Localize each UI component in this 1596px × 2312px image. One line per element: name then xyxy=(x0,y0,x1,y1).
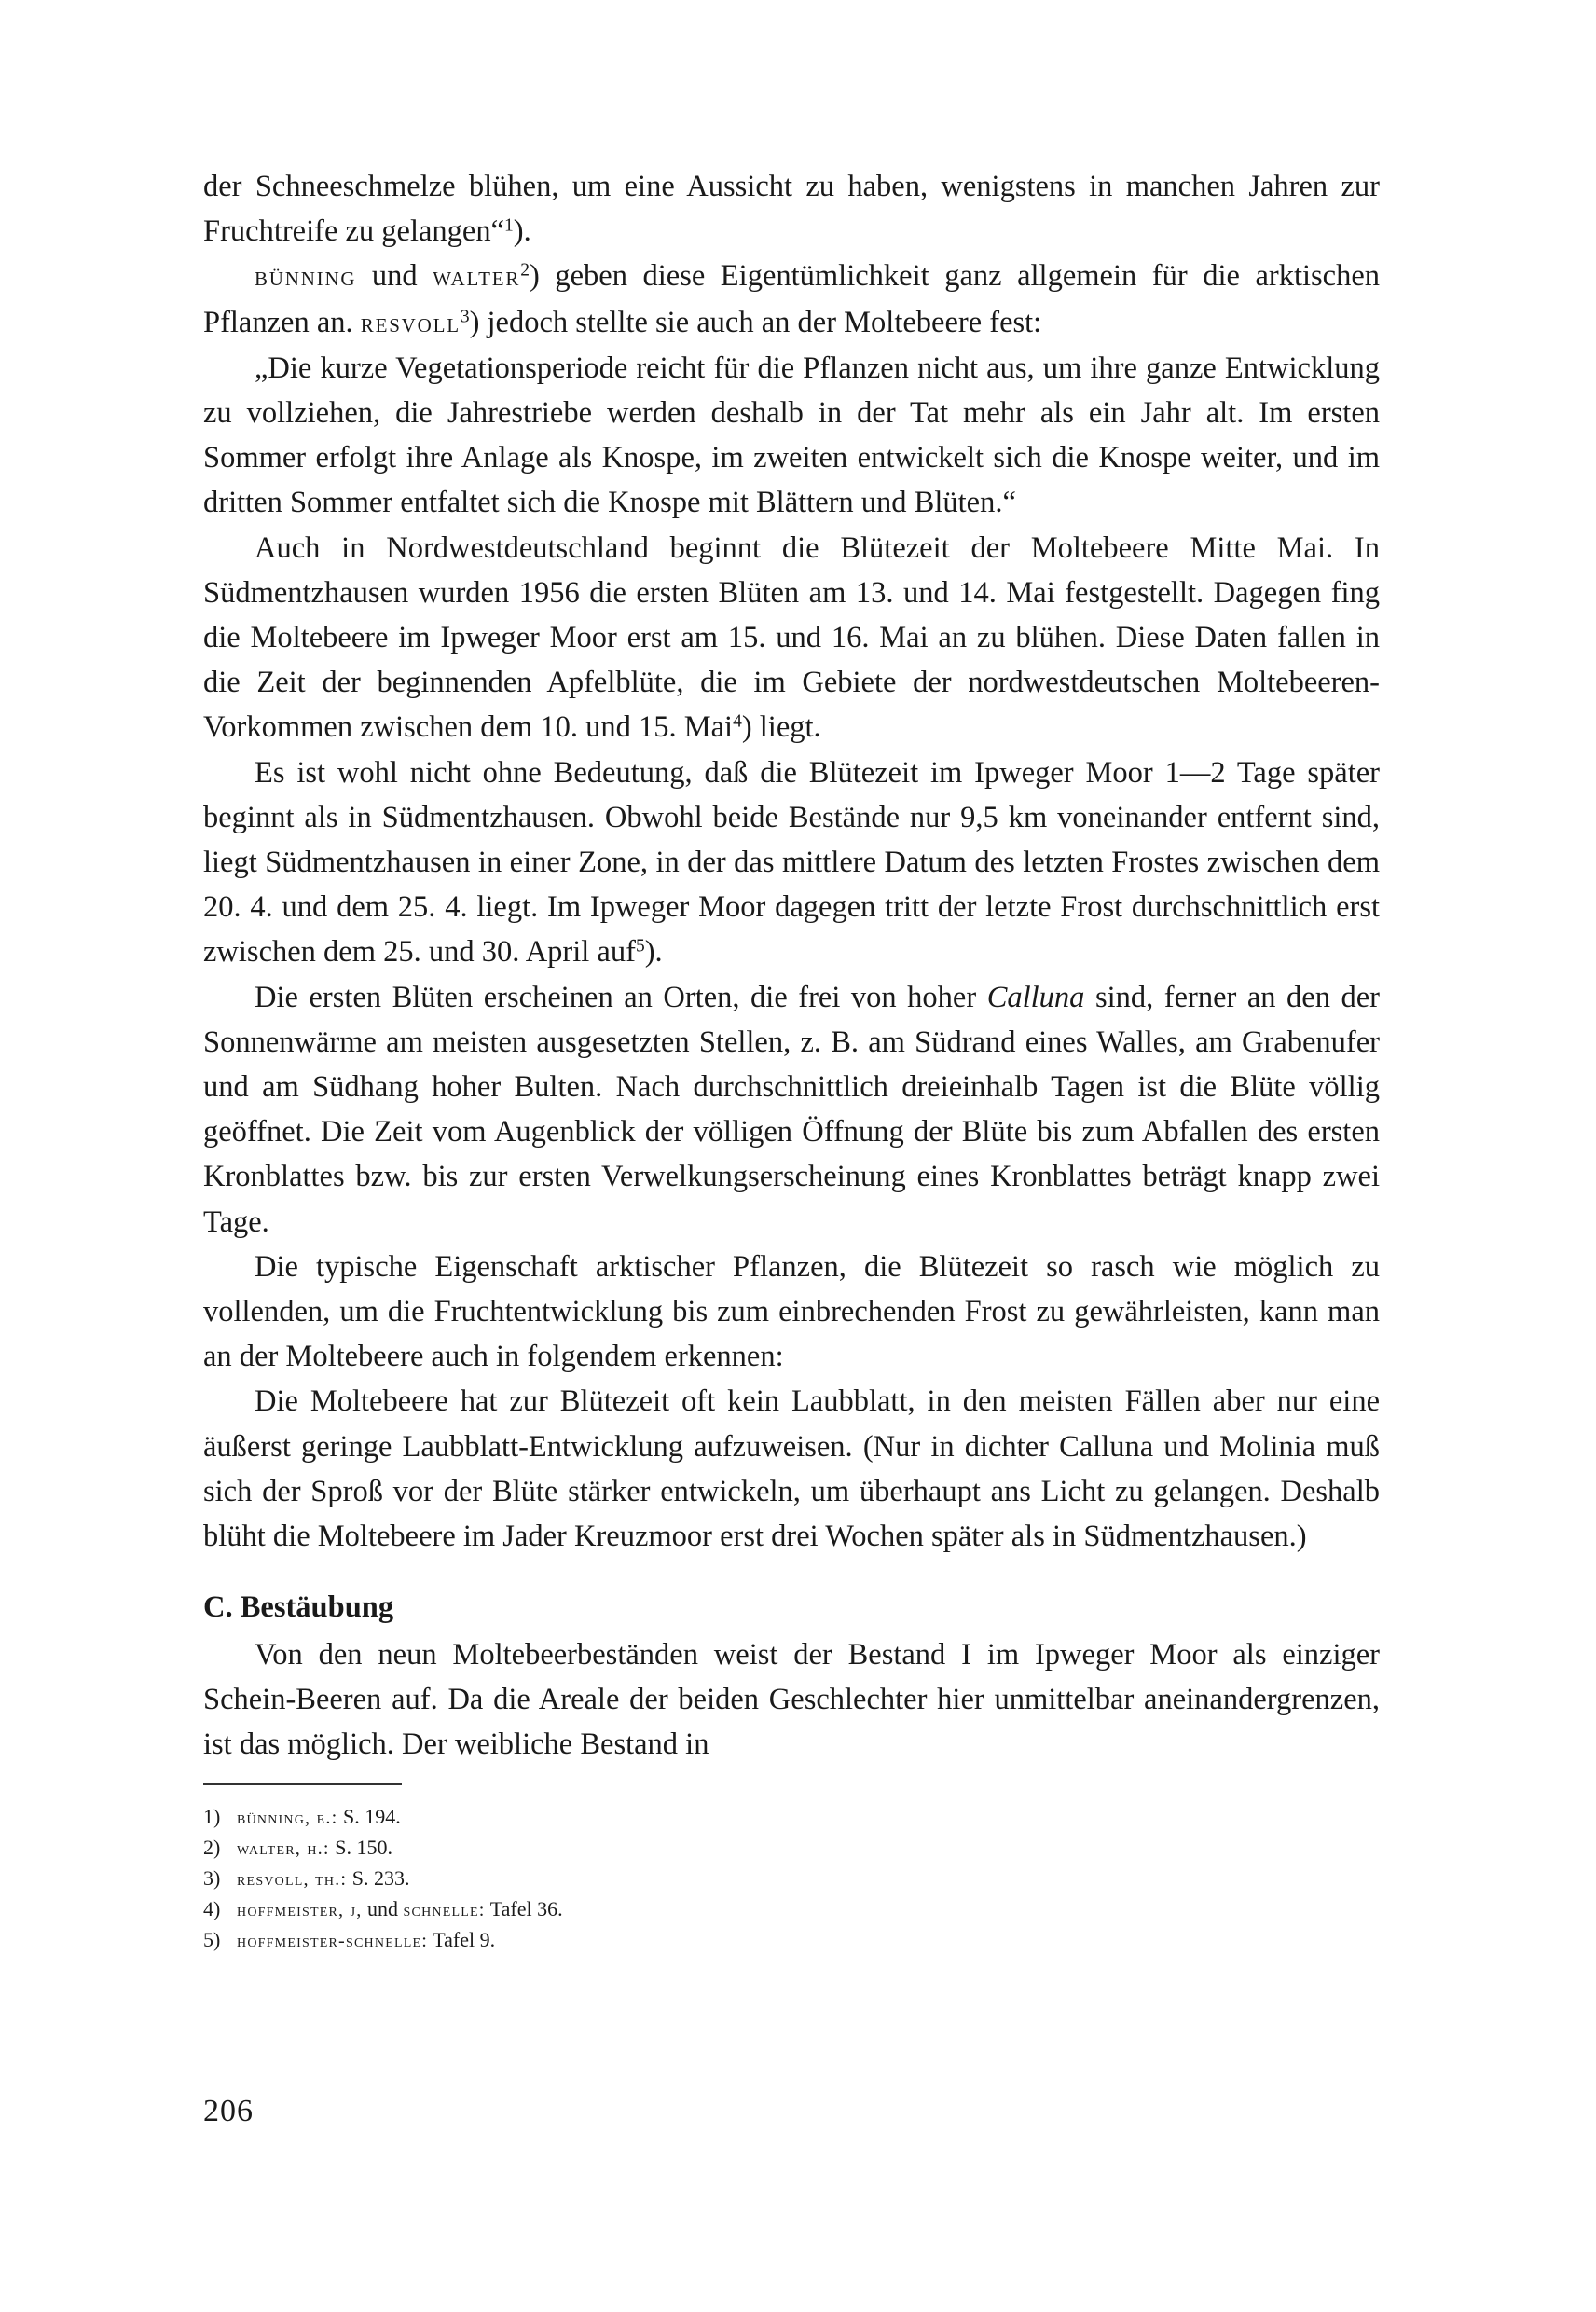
footnote-content xyxy=(237,1864,410,1894)
author-buenning: bünning xyxy=(255,261,357,293)
footnote-divider xyxy=(203,1783,402,1785)
paragraph-5 xyxy=(203,750,1380,975)
footnote-content xyxy=(237,1833,392,1864)
footnote-conjunction: und xyxy=(362,1897,404,1921)
footnote-5 xyxy=(203,1925,1380,1956)
footnote-ref-2: 2 xyxy=(520,260,530,281)
paragraph-6-text-2: sind, ferner an den der Sonnenwärme am meisten ausgesetzten Stellen, z. B. am Südrand eines Walles, am Grabenufer und am Südhang hoher Bulten. Nach durchschnittlich dreieinhalb Tagen ist die Blüte völlig geöffnet. Die Zeit vom Augenblick der völligen Öffnung der Blüte bis zum Abfallen des ersten Kronblattes bzw. bis zur ersten Verwelkungserscheinung eines Kronblattes beträgt knapp zwei Tage. xyxy=(203,980,1380,1239)
paragraph-1-text: der Schneeschmelze blühen, um eine Aussicht zu haben, wenigstens in manchen Jahren zur Fruchtreife zu gelangen“ xyxy=(203,170,1380,249)
paragraph-4 xyxy=(203,526,1380,750)
paragraph-2-text-1: und xyxy=(356,259,433,294)
paragraph-9: Von den neun Moltebeerbeständen weist der Bestand I im Ipweger Moor als einziger Schein-Beeren auf. Da die Areale der beiden Geschlechter hier unmittelbar aneinandergrenzen, ist das möglich. Der weibliche Bestand in xyxy=(203,1637,1380,1761)
footnote-2 xyxy=(203,1833,1380,1864)
page-number: 206 xyxy=(203,2094,254,2128)
footnote-3 xyxy=(203,1864,1380,1894)
footnote-author: walter, h.: xyxy=(237,1838,330,1860)
paragraph-2-text-3: ) jedoch stellte sie auch an der Moltebeere fest: xyxy=(469,305,1042,339)
footnote-author: resvoll, th.: xyxy=(237,1869,348,1891)
footnote-ref: S. 194. xyxy=(337,1805,401,1829)
page-body xyxy=(203,164,1380,1956)
footnote-ref-5: 5 xyxy=(635,936,645,956)
footnote-author: hoffmeister, j, xyxy=(237,1900,363,1921)
footnote-ref: Tafel 36. xyxy=(485,1897,563,1921)
footnote-author: bünning, e.: xyxy=(237,1808,338,1829)
footnote-content xyxy=(237,1894,563,1925)
footnote-ref-3: 3 xyxy=(460,306,470,326)
footnote-author: hoffmeister-schnelle: xyxy=(237,1931,429,1952)
footnote-content xyxy=(237,1802,401,1833)
author-walter: walter xyxy=(433,261,521,293)
paragraph-5-end: ). xyxy=(644,935,663,970)
paragraph-8: Die Moltebeere hat zur Blütezeit oft kein Laubblatt, in den meisten Fällen aber nur eine äußerst geringe Laubblatt-Entwicklung aufzuweisen. (Nur in dichter Calluna und Molinia muß sich der Sproß vor der Blüte stärker entwickeln, um überhaupt ans Licht zu gelangen. Deshalb blüht die Moltebeere im Jader Kreuzmoor erst drei Wochen später als in Südmentzhausen.) xyxy=(203,1384,1380,1554)
footnote-ref: S. 150. xyxy=(329,1836,392,1860)
footnote-ref: S. 233. xyxy=(347,1866,410,1891)
footnote-ref-1: 1 xyxy=(504,215,514,236)
paragraph-2-text-2: ) geben diese Eigentümlichkeit ganz allgemein für die arktischen Pflanzen an. xyxy=(203,259,1381,339)
calluna-italic: Calluna xyxy=(986,980,1085,1014)
paragraph-1-end: ). xyxy=(513,214,531,249)
paragraph-1 xyxy=(203,164,1380,254)
footnote-4 xyxy=(203,1894,1380,1925)
section-text xyxy=(203,1632,1380,1768)
footnote-number: 1) xyxy=(203,1805,221,1829)
paragraph-7: Die typische Eigenschaft arktischer Pflanzen, die Blütezeit so rasch wie möglich zu vollenden, um die Fruchtentwicklung bis zum einbrechenden Frost zu gewährleisten, kann man an der Moltebeere auch in folgendem erkennen: xyxy=(203,1249,1380,1374)
paragraph-6-text-1: Die ersten Blüten erscheinen an Orten, die frei von hoher xyxy=(255,980,987,1014)
main-text xyxy=(203,164,1380,1559)
section-heading: C. Bestäubung xyxy=(203,1590,394,1625)
author-resvoll: resvoll xyxy=(360,307,461,338)
footnotes xyxy=(203,1802,1380,1956)
footnote-number: 3) xyxy=(203,1866,221,1891)
footnote-1 xyxy=(203,1802,1380,1833)
quotation: „Die kurze Vegetationsperiode reicht für die Pflanzen nicht aus, um ihre ganze Entwicklung zu vollziehen, die Jahrestriebe werden deshalb in der Tat mehr als ein Jahr alt. Im ersten Sommer erfolgt ihre Anlage als Knospe, im zweiten entwickelt sich die Knospe weiter, und im dritten Sommer entfaltet sich die Knospe mit Blättern und Blüten.“ xyxy=(203,351,1380,520)
paragraph-4-text: Auch in Nordwestdeutschland beginnt die Blütezeit der Moltebeere Mitte Mai. In Südmentzhausen wurden 1956 die ersten Blüten am 13. und 14. Mai festgestellt. Dagegen fing die Moltebeere im Ipweger Moor erst am 15. und 16. Mai an zu blühen. Diese Daten fallen in die Zeit der beginnenden Apfelblüte, die im Gebiete der nordwestdeutschen Moltebeeren-Vorkommen zwischen dem 10. und 15. Mai xyxy=(203,530,1380,745)
paragraph-4-end: ) liegt. xyxy=(741,710,821,745)
paragraph-2 xyxy=(203,254,1380,345)
footnote-ref-4: 4 xyxy=(733,711,742,732)
footnote-ref: Tafel 9. xyxy=(428,1928,496,1952)
footnote-content xyxy=(237,1925,495,1956)
footnote-author-2: schnelle: xyxy=(403,1900,486,1921)
footnote-number: 4) xyxy=(203,1897,221,1921)
footnote-number: 5) xyxy=(203,1928,221,1952)
paragraph-6 xyxy=(203,975,1380,1245)
paragraph-5-text: Es ist wohl nicht ohne Bedeutung, daß die Blütezeit im Ipweger Moor 1—2 Tage später beginnt als in Südmentzhausen. Obwohl beide Bestände nur 9,5 km voneinander entfernt sind, liegt Südmentzhausen in einer Zone, in der das mittlere Datum des letzten Frostes zwischen dem 20. 4. und dem 25. 4. liegt. Im Ipweger Moor dagegen tritt der letzte Frost durchschnittlich erst zwischen dem 25. und 30. April auf xyxy=(203,755,1380,970)
footnote-number: 2) xyxy=(203,1836,221,1860)
